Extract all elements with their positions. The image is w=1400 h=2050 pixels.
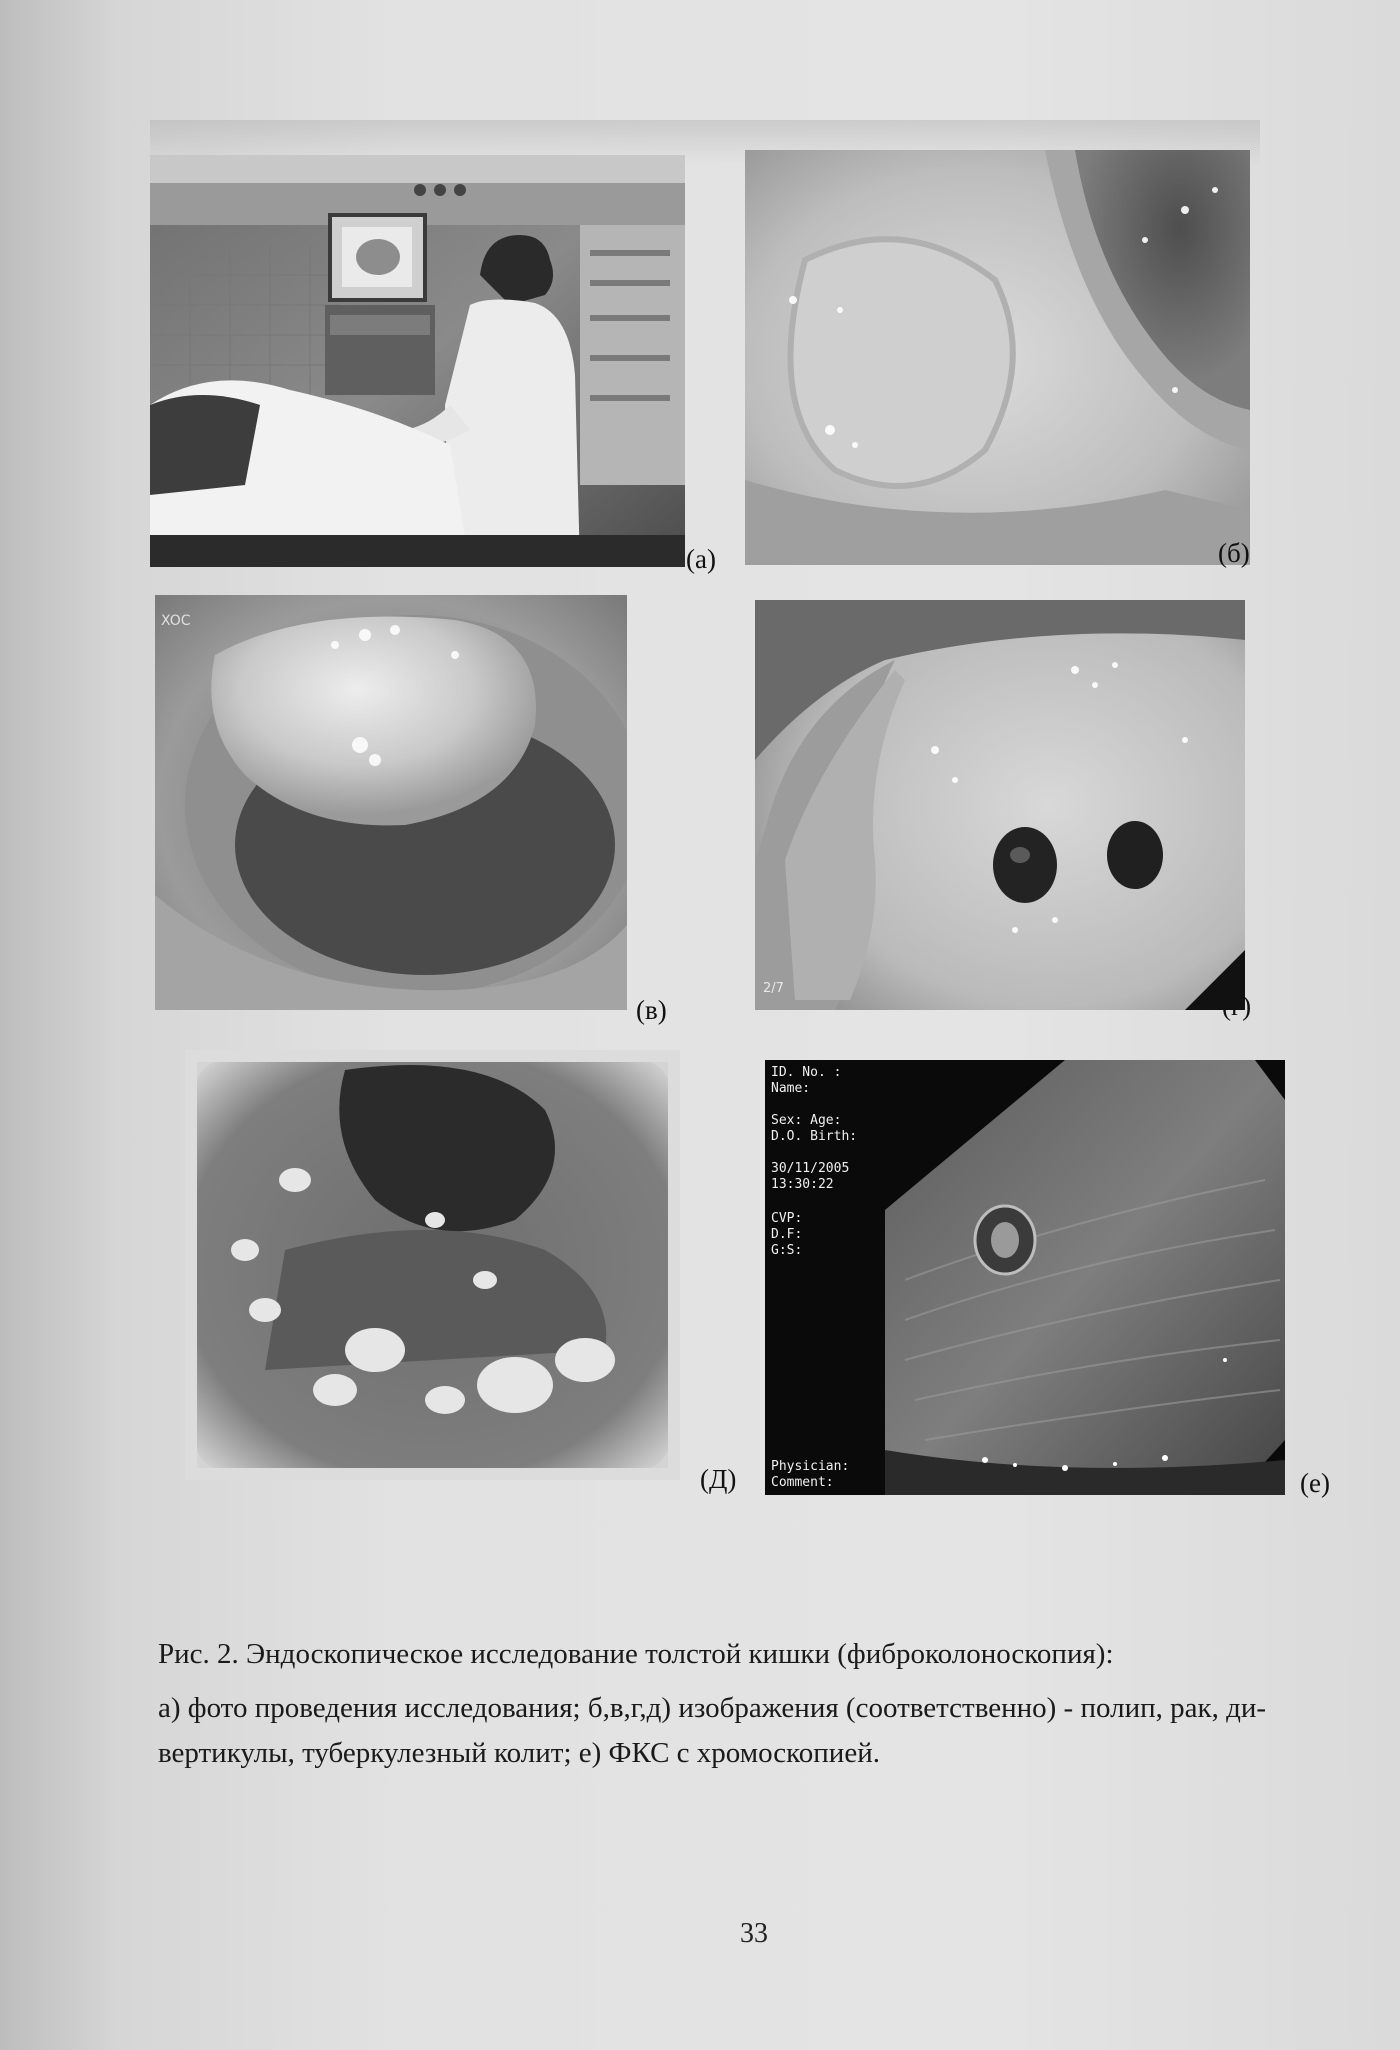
cancer-endoscopy-image xyxy=(155,595,627,1010)
photo-panel-g xyxy=(755,600,1245,1010)
panel-label-e: (е) xyxy=(1300,1468,1330,1498)
chromoscopy-image xyxy=(765,1060,1285,1495)
caption-line-3: вертикулы, туберкулезный колит; е) ФКС с хромоскопией. xyxy=(158,1737,880,1769)
photo-panel-e xyxy=(765,1060,1285,1495)
overlay-physician: Physician: xyxy=(771,1459,850,1474)
polyp-endoscopy-image xyxy=(745,150,1250,568)
overlay-birth: D.O. Birth: xyxy=(771,1129,858,1144)
overlay-time: 13:30:22 xyxy=(771,1177,834,1192)
overlay-cvp: CVP: xyxy=(771,1211,803,1226)
caption-line-1: Рис. 2. Эндоскопическое исследование толстой кишки (фиброколоноскопия): xyxy=(158,1638,1114,1670)
panel-label-g: (г) xyxy=(1222,991,1252,1021)
figure-caption xyxy=(158,1632,1348,1776)
photo-panel-a xyxy=(150,155,685,567)
panel-label-b: (б) xyxy=(1218,538,1250,568)
panel-label-a: (а) xyxy=(686,544,716,574)
photo-panel-b xyxy=(745,150,1250,568)
overlay-date: 30/11/2005 xyxy=(771,1161,850,1176)
panel-g-overlay-tag: 2/7 xyxy=(763,981,784,996)
endoscopy-room-photo xyxy=(150,155,685,567)
overlay-comment: Comment: xyxy=(771,1475,834,1490)
panel-label-v: (в) xyxy=(636,995,667,1025)
panel-label-d: (Д) xyxy=(700,1464,737,1494)
caption-line-2: а) фото проведения исследования; б,в,г,д) изображения (соответственно) - полип, рак, ди- xyxy=(158,1692,1267,1724)
page-number: 33 xyxy=(740,1918,768,1949)
panel-v-overlay-tag: XOC xyxy=(161,613,191,629)
diverticula-endoscopy-image xyxy=(755,600,1245,1010)
overlay-sex-age: Sex: Age: xyxy=(771,1113,842,1128)
overlay-id-no: ID. No. : xyxy=(771,1065,842,1080)
overlay-name: Name: xyxy=(771,1081,811,1096)
tuberculous-colitis-image xyxy=(185,1050,680,1480)
photo-panel-v xyxy=(155,595,627,1010)
photo-panel-d xyxy=(185,1050,680,1480)
overlay-df: D.F: xyxy=(771,1227,803,1242)
overlay-gs: G:S: xyxy=(771,1243,803,1258)
